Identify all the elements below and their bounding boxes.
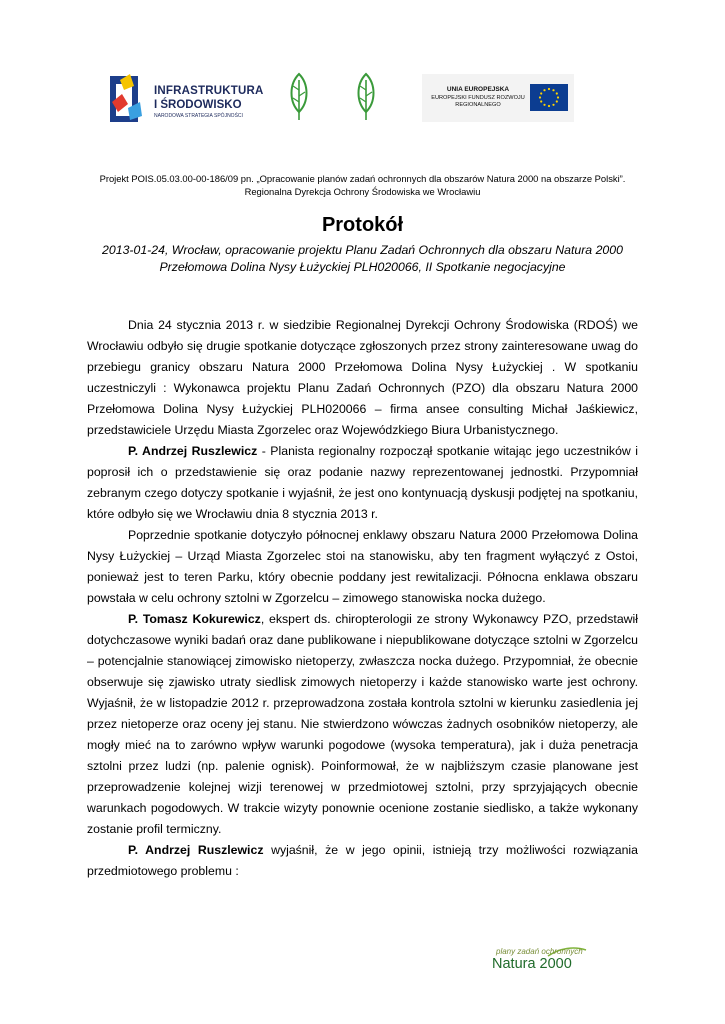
infrastruktura-mark-icon <box>108 72 144 126</box>
document-body <box>87 315 638 882</box>
paragraph-1-text: Dnia 24 stycznia 2013 r. w siedzibie Regionalnej Dyrekcji Ochrony Środowiska (RDOŚ) we Wrocławiu odbyło się drugie spotkanie dotyczące zgłoszonych przez strony zainteresowane uwag do przebiegu granicy obszaru Natura 2000 Przełomowa Dolina Nysy Łużyckiej . W spotkaniu uczestniczyli : Wykonawca projektu Planu Zadań Ochronnych (PZO) dla obszaru Natura 2000 Przełomowa Dolina Nysy Łużyckiej PLH020066 – firma ansee consulting Michał Jaśkiewicz, przedstawiciele Urzędu Miasta Zgorzelec oraz Wojewódzkiego Biura Urbanistycznego. <box>87 318 638 437</box>
infrastruktura-logo <box>108 72 273 126</box>
natura-2000-logo <box>490 944 590 974</box>
paragraph-1 <box>87 315 638 441</box>
speaker-name: P. Andrzej Ruszlewicz <box>128 843 264 857</box>
speaker-name: P. Andrzej Ruszlewicz <box>128 444 258 458</box>
is-logo-line1: INFRASTRUKTURA <box>154 85 264 97</box>
speaker-name: P. Tomasz Kokurewicz <box>128 612 261 626</box>
rdos-logo <box>288 72 332 126</box>
paragraph-3-text: Poprzednie spotkanie dotyczyło północnej enklawy obszaru Natura 2000 Przełomowa Dolina Nysy Łużyckiej – Urząd Miasta Zgorzelec stoi na stanowisku, aby ten fragment wyłączyć z Ostoi, ponieważ jest to teren Parku, który obecnie poddany jest rewitalizacji. Północna enklawa obszaru powstała w celu ochrony sztolni w Zgorzelcu – zimowego stanowiska nocka dużego. <box>87 528 638 605</box>
natura-logo-text: Natura 2000 <box>492 956 572 972</box>
natura-logo-tagline: plany zadań ochronnych <box>496 947 583 956</box>
eu-logo <box>422 74 574 122</box>
project-line-2: Regionalna Dyrekcja Ochrony Środowiska we Wrocławiu <box>244 186 481 197</box>
paragraph-2 <box>87 441 638 525</box>
eu-flag-icon <box>530 84 568 111</box>
paragraph-3 <box>87 525 638 609</box>
paragraph-5 <box>87 840 638 882</box>
paragraph-4 <box>87 609 638 840</box>
page-title: Protokół <box>321 214 404 236</box>
project-info <box>60 172 665 198</box>
paragraph-5-text: wyjaśnił, że w jego opinii, istnieją trzy możliwości rozwiązania przedmiotowego problemu : <box>87 843 639 878</box>
subtitle-line-2: Przełomowa Dolina Nysy Łużyckiej PLH020066, II Spotkanie negocjacyjne <box>159 260 566 274</box>
paragraph-2-text: - Planista regionalny rozpoczął spotkanie witając jego uczestników i poprosił ich o przedstawienie się oraz podanie nazwy reprezentowanej jednostki. Przypomniał zebranym czego dotyczy spotkanie i wyjaśnił, że jest ono kontynuacją dyskusji podjętej na spotkaniu, które odbyło się we Wrocławiu dnia 8 stycznia 2013 r. <box>87 444 638 521</box>
header-logos <box>100 70 580 128</box>
leaf-icon <box>288 72 310 122</box>
subtitle-line-1: 2013-01-24, Wrocław, opracowanie projektu Planu Zadań Ochronnych dla obszaru Natura 2000 <box>102 243 623 257</box>
leaf-icon <box>355 72 377 122</box>
eu-logo-title: UNIA EUROPEJSKA <box>446 86 510 93</box>
project-line-1: Projekt POIS.05.03.00-00-186/09 pn. „Opracowanie planów zadań ochronnych dla obszarów Natura 2000 na obszarze Polski”. <box>99 173 626 184</box>
gdos-logo <box>355 72 399 126</box>
is-logo-line2: I ŚRODOWISKO <box>154 99 242 111</box>
eu-logo-subtitle: EUROPEJSKI FUNDUSZ ROZWOJU REGIONALNEGO <box>431 95 525 108</box>
page-subtitle <box>60 242 665 276</box>
paragraph-4-text: , ekspert ds. chiropterologii ze strony Wykonawcy PZO, przedstawił dotychczasowe wyniki badań oraz dane publikowane i niepublikowane dotyczące sztolni w Zgorzelcu – potencjalnie stanowiącej zimowisko nietoperzy, zwłaszcza nocka dużego. Przypomniał, że obecnie obserwuje się zjawisko utraty siedlisk zimowych nietoperzy i każde stanowisko warte jest ochrony. Wyjaśnił, że w listopadzie 2012 r. przeprowadzona została kontrola sztolni w kierunku zasiedlenia jej przez nietoperze oraz oceny jej stanu. Nie stwierdzono wówczas żadnych osobników nietoperzy, ale mogły mieć na to zarówno wpływ warunki pogodowe (wysoka temperatura), jak i duża penetracja sztolni przez ludzi (np. palenie ognisk). Poinformował, że w najbliższym czasie planowane jest przeprowadzenie kolejnej wizji terenowej w przedmiotowej sztolni, przy sprzyjających obecnie warunkach pogodowych. W trakcie wizyty ponownie ocenione zostanie siedlisko, a także wykonany zostanie profil termiczny. <box>87 612 639 836</box>
is-logo-line3: NARODOWA STRATEGIA SPÓJNOŚCI <box>154 113 243 119</box>
